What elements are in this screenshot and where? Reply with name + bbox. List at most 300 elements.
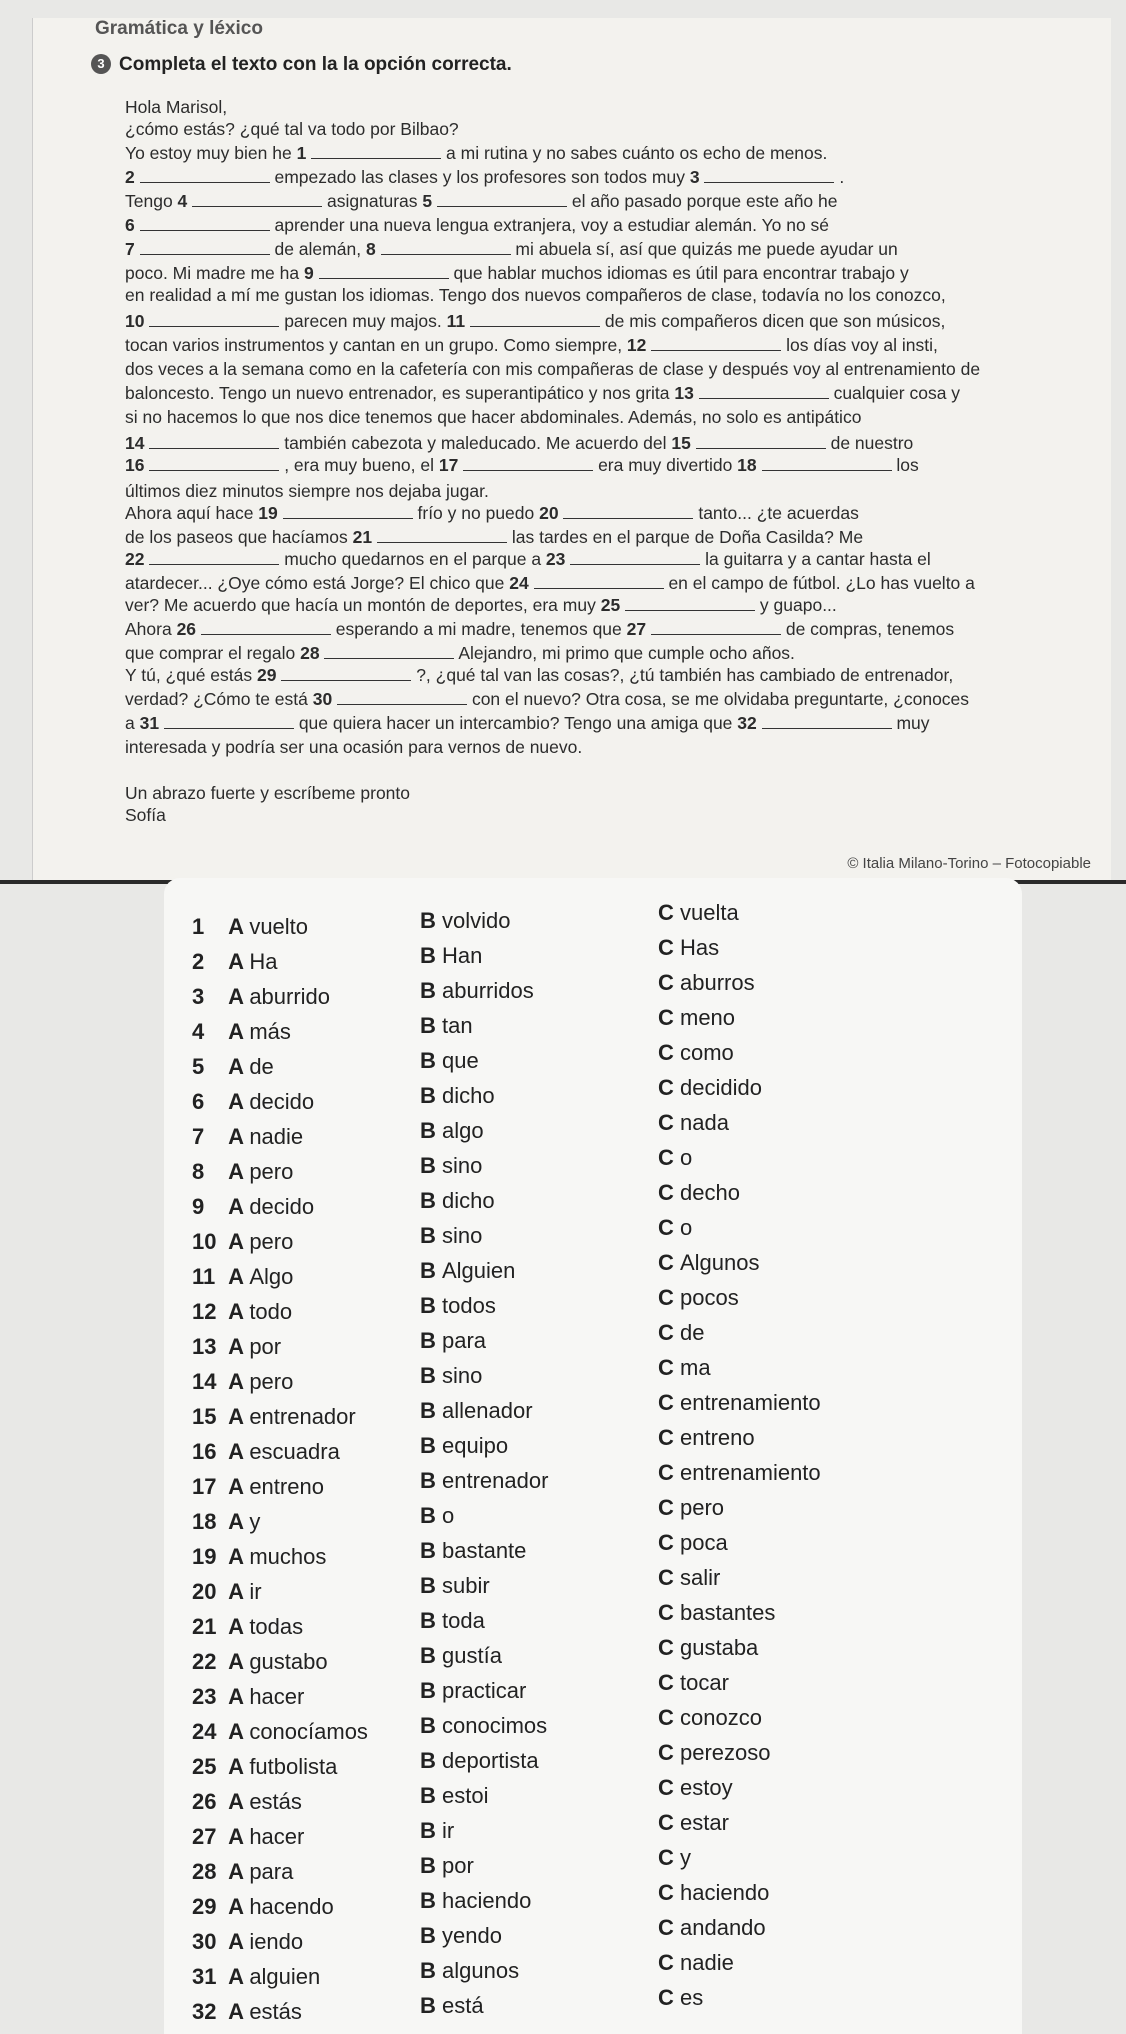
letter-text-run: de nuestro [830, 433, 914, 453]
blank-number: 27 [626, 619, 651, 639]
option-letter: C [658, 1355, 680, 1380]
option-row [164, 1215, 1022, 1263]
option-b[interactable] [420, 1783, 488, 1809]
letter-text-run: poco. Mi madre me ha [125, 263, 304, 283]
option-number: 1 [192, 914, 205, 939]
option-a[interactable] [192, 1369, 293, 1395]
blank-number: 30 [312, 689, 338, 709]
option-a[interactable] [192, 1159, 293, 1185]
option-row [164, 970, 1022, 1018]
option-c[interactable] [658, 1460, 821, 1486]
option-b[interactable] [420, 1748, 539, 1774]
blank-line[interactable] [704, 168, 834, 183]
option-text: ir [442, 1818, 455, 1843]
blank-number: 10 [125, 311, 150, 331]
blank-line[interactable] [281, 666, 411, 681]
letter-text-run: de alemán, [274, 239, 366, 259]
option-a[interactable] [192, 1439, 340, 1465]
option-text: entreno [249, 1474, 324, 1499]
option-number: 32 [192, 1999, 217, 2024]
option-c[interactable] [658, 1495, 724, 1521]
option-number: 8 [192, 1159, 205, 1184]
option-c[interactable] [658, 1810, 729, 1836]
blank-number: 7 [125, 239, 140, 259]
option-number: 18 [192, 1509, 217, 1534]
option-text: futbolista [249, 1754, 338, 1779]
option-letter: C [658, 1040, 680, 1065]
blank-number: 3 [689, 167, 705, 187]
option-number: 31 [192, 1964, 217, 1989]
blank-line[interactable] [437, 192, 567, 207]
option-row [164, 1145, 1022, 1193]
option-a[interactable] [192, 1194, 314, 1220]
option-b[interactable] [420, 1328, 486, 1354]
exercise-number-badge: 3 [91, 54, 111, 74]
letter-text-run: ?, ¿qué tal van las cosas?, ¿tú también has cambiado de entrenador, [416, 665, 954, 685]
blank-line[interactable] [149, 434, 279, 449]
option-c[interactable] [658, 1390, 821, 1416]
option-letter: A [228, 1719, 250, 1744]
letter-line [125, 382, 960, 404]
option-text: algo [442, 1118, 484, 1143]
letter-text-run: que quiera hacer un intercambio? Tengo una amiga que [298, 713, 738, 733]
option-row [164, 1495, 1022, 1543]
option-letter: A [228, 1824, 250, 1849]
option-a[interactable] [192, 1509, 260, 1535]
letter-line [125, 214, 829, 236]
blank-number: 25 [600, 595, 626, 615]
blank-line[interactable] [696, 434, 826, 449]
option-a[interactable] [192, 1229, 293, 1255]
letter-line [125, 712, 930, 734]
option-letter: C [658, 970, 680, 995]
option-text: estás [249, 1789, 302, 1814]
letter-text-run: , era muy bueno, el [284, 455, 439, 475]
blank-line[interactable] [324, 644, 454, 659]
option-number: 17 [192, 1474, 217, 1499]
option-letter: B [420, 1958, 442, 1983]
option-letter: C [658, 1530, 680, 1555]
letter-line [125, 432, 913, 454]
blank-line[interactable] [470, 312, 600, 327]
option-c[interactable] [658, 1040, 734, 1066]
option-letter: C [658, 1600, 680, 1625]
option-letter: A [228, 1334, 250, 1359]
option-text: estar [680, 1810, 729, 1835]
letter-line [125, 782, 410, 804]
option-row [164, 1985, 1022, 2033]
option-row [164, 1180, 1022, 1228]
option-b[interactable] [420, 1433, 508, 1459]
option-a[interactable] [192, 1999, 302, 2025]
option-c[interactable] [658, 1075, 762, 1101]
letter-line [125, 406, 861, 428]
option-c[interactable] [658, 1635, 758, 1661]
option-b[interactable] [420, 1888, 531, 1914]
option-b[interactable] [420, 943, 482, 969]
blank-line[interactable] [762, 714, 892, 729]
blank-line[interactable] [563, 504, 693, 519]
option-b[interactable] [420, 1538, 526, 1564]
option-b[interactable] [420, 1678, 526, 1704]
option-c[interactable] [658, 1285, 739, 1311]
blank-line[interactable] [140, 240, 270, 255]
letter-text-run: de los paseos que hacíamos [125, 527, 353, 547]
option-c[interactable] [658, 1600, 775, 1626]
blank-line[interactable] [149, 312, 279, 327]
option-text: Has [680, 935, 720, 960]
option-a[interactable] [192, 1404, 356, 1430]
option-letter: C [658, 1285, 680, 1310]
option-b[interactable] [420, 1503, 454, 1529]
option-text: ir [249, 1579, 262, 1604]
letter-text-run: interesada y podría ser una ocasión para vernos de nuevo. [125, 737, 583, 757]
blank-line[interactable] [201, 620, 331, 635]
option-c[interactable] [658, 1705, 762, 1731]
option-text: todas [249, 1614, 304, 1639]
blank-number: 12 [626, 335, 652, 355]
option-b[interactable] [420, 1363, 482, 1389]
letter-text-run: en el campo de fútbol. ¿Lo has vuelto a [668, 573, 975, 593]
letter-text-run: Sofía [125, 805, 166, 825]
option-letter: A [228, 1754, 250, 1779]
option-letter: A [228, 1579, 250, 1604]
option-c[interactable] [658, 1425, 755, 1451]
option-b[interactable] [420, 1083, 495, 1109]
blank-line[interactable] [149, 456, 279, 471]
blank-line[interactable] [377, 528, 507, 543]
option-b[interactable] [420, 1958, 519, 1984]
option-number: 3 [192, 984, 205, 1009]
letter-line [125, 454, 919, 476]
option-a[interactable] [192, 1789, 302, 1815]
letter-text-run: verdad? ¿Cómo te está [125, 689, 313, 709]
option-c[interactable] [658, 1845, 691, 1871]
blank-line[interactable] [149, 550, 279, 565]
option-a[interactable] [192, 914, 308, 940]
option-text: entrenador [442, 1468, 549, 1493]
option-b[interactable] [420, 1923, 502, 1949]
option-text: más [249, 1019, 291, 1044]
option-letter: A [228, 1894, 250, 1919]
option-letter: B [420, 1398, 442, 1423]
blank-number: 32 [737, 713, 762, 733]
option-c[interactable] [658, 1740, 771, 1766]
blank-line[interactable] [311, 144, 441, 159]
option-letter: C [658, 1775, 680, 1800]
option-letter: A [228, 1124, 250, 1149]
option-letter: C [658, 1110, 680, 1135]
blank-line[interactable] [140, 216, 270, 231]
letter-text-run: frío y no puedo [417, 503, 540, 523]
option-text: aburrido [249, 984, 331, 1009]
blank-line[interactable] [463, 456, 593, 471]
option-text: Algo [249, 1264, 294, 1289]
option-text: escuadra [249, 1439, 340, 1464]
option-letter: A [228, 1054, 250, 1079]
option-text: entrenador [249, 1404, 356, 1429]
option-a[interactable] [192, 1124, 303, 1150]
option-c[interactable] [658, 1215, 692, 1241]
option-b[interactable] [420, 1993, 484, 2019]
blank-number: 17 [438, 455, 464, 475]
option-number: 28 [192, 1859, 217, 1884]
option-c[interactable] [658, 1145, 692, 1171]
option-letter: A [228, 1299, 250, 1324]
option-b[interactable] [420, 1188, 495, 1214]
option-number: 16 [192, 1439, 217, 1464]
letter-text-run: ver? Me acuerdo que hacía un montón de deportes, era muy [125, 595, 601, 615]
option-text: dicho [442, 1083, 495, 1108]
option-c[interactable] [658, 935, 719, 961]
option-a[interactable] [192, 1054, 274, 1080]
option-text: o [680, 1145, 693, 1170]
option-c[interactable] [658, 1775, 733, 1801]
option-letter: B [420, 1608, 442, 1633]
option-text: pocos [680, 1285, 739, 1310]
blank-line[interactable] [192, 192, 322, 207]
option-c[interactable] [658, 1355, 711, 1381]
option-row [164, 935, 1022, 983]
option-letter: B [420, 1363, 442, 1388]
option-text: perezoso [680, 1740, 771, 1765]
letter-text-run: Y tú, ¿qué estás [125, 665, 257, 685]
option-c[interactable] [658, 1565, 720, 1591]
option-letter: B [420, 1993, 442, 2018]
option-letter: A [228, 984, 250, 1009]
option-letter: C [658, 1740, 680, 1765]
option-letter: C [658, 1985, 680, 2010]
option-text: pero [249, 1369, 294, 1394]
option-text: está [442, 1993, 484, 2018]
letter-line [125, 96, 227, 118]
option-c[interactable] [658, 1250, 760, 1276]
option-a[interactable] [192, 949, 277, 975]
option-c[interactable] [658, 1670, 729, 1696]
option-row [164, 1005, 1022, 1053]
option-letter: C [658, 1880, 680, 1905]
option-letter: C [658, 1390, 680, 1415]
option-b[interactable] [420, 1118, 484, 1144]
option-row [164, 1810, 1022, 1858]
blank-number: 21 [352, 527, 377, 547]
option-letter: B [420, 1853, 442, 1878]
option-c[interactable] [658, 1530, 728, 1556]
letter-line [125, 526, 863, 548]
option-number: 27 [192, 1824, 217, 1849]
option-text: sino [442, 1223, 483, 1248]
blank-number: 18 [737, 455, 762, 475]
option-b[interactable] [420, 1398, 533, 1424]
option-letter: A [228, 1509, 250, 1534]
blank-line[interactable] [699, 384, 829, 399]
option-a[interactable] [192, 1544, 326, 1570]
option-text: yendo [442, 1923, 502, 1948]
option-letter: B [420, 1643, 442, 1668]
blank-line[interactable] [319, 264, 449, 279]
option-text: o [680, 1215, 693, 1240]
option-row [164, 1775, 1022, 1823]
blank-number: 14 [125, 433, 150, 453]
letter-text-run: con el nuevo? Otra cosa, se me olvidaba preguntarte, ¿conoces [471, 689, 970, 709]
letter-text-run: ¿cómo estás? ¿qué tal va todo por Bilbao? [125, 119, 459, 139]
blank-number: 16 [125, 455, 150, 475]
letter-text-run: dos veces a la semana como en la cafetería con mis compañeras de clase y después voy al entrenamiento de [125, 359, 981, 379]
option-b[interactable] [420, 1643, 502, 1669]
option-c[interactable] [658, 1880, 769, 1906]
letter-line [125, 238, 898, 260]
option-letter: C [658, 1075, 680, 1100]
option-b[interactable] [420, 1258, 515, 1284]
option-text: algunos [442, 1958, 520, 1983]
option-text: tan [442, 1013, 473, 1038]
option-text: Alguien [442, 1258, 516, 1283]
letter-line [125, 142, 827, 164]
option-c[interactable] [658, 1110, 729, 1136]
option-a[interactable] [192, 1474, 324, 1500]
blank-line[interactable] [625, 596, 755, 611]
option-letter: A [228, 1229, 250, 1254]
letter-line [125, 310, 945, 332]
blank-line[interactable] [651, 336, 781, 351]
letter-text-run: también cabezota y maleducado. Me acuerdo del [284, 433, 672, 453]
option-b[interactable] [420, 978, 534, 1004]
option-b[interactable] [420, 1713, 547, 1739]
option-number: 25 [192, 1754, 217, 1779]
option-text: practicar [442, 1678, 527, 1703]
option-a[interactable] [192, 1964, 320, 1990]
option-letter: A [228, 1474, 250, 1499]
option-number: 7 [192, 1124, 205, 1149]
letter-text-run: empezado las clases y los profesores son todos muy [274, 167, 690, 187]
blank-line[interactable] [337, 690, 467, 705]
blank-line[interactable] [283, 504, 413, 519]
option-text: hacendo [249, 1894, 334, 1919]
option-text: iendo [249, 1929, 304, 1954]
option-a[interactable] [192, 1754, 337, 1780]
option-a[interactable] [192, 1824, 304, 1850]
letter-text-run: tanto... ¿te acuerdas [698, 503, 859, 523]
option-b[interactable] [420, 1013, 473, 1039]
option-a[interactable] [192, 1614, 303, 1640]
option-a[interactable] [192, 1019, 291, 1045]
option-letter: C [658, 1215, 680, 1240]
letter-text-run: Ahora aquí hace [125, 503, 259, 523]
option-number: 13 [192, 1334, 217, 1359]
option-a[interactable] [192, 984, 330, 1010]
option-text: para [442, 1328, 487, 1353]
option-text: decidido [680, 1075, 762, 1100]
option-b[interactable] [420, 1818, 454, 1844]
option-b[interactable] [420, 908, 510, 934]
option-b[interactable] [420, 1468, 548, 1494]
option-text: allenador [442, 1398, 533, 1423]
option-c[interactable] [658, 1950, 734, 1976]
option-a[interactable] [192, 1929, 303, 1955]
option-row [164, 1845, 1022, 1893]
option-number: 10 [192, 1229, 217, 1254]
option-row [164, 1040, 1022, 1088]
option-c[interactable] [658, 1180, 740, 1206]
option-c[interactable] [658, 900, 739, 926]
option-text: conocimos [442, 1713, 548, 1738]
option-text: Algunos [680, 1250, 760, 1275]
blank-line[interactable] [381, 240, 511, 255]
option-text: hacer [249, 1824, 305, 1849]
option-a[interactable] [192, 1684, 304, 1710]
letter-line [125, 548, 931, 570]
option-a[interactable] [192, 1089, 314, 1115]
answer-options-card [164, 878, 1022, 2034]
option-b[interactable] [420, 1153, 482, 1179]
exercise-instruction: Completa el texto con la la opción correcta. [119, 54, 512, 75]
option-b[interactable] [420, 1048, 479, 1074]
blank-number: 24 [509, 573, 534, 593]
option-text: todo [249, 1299, 293, 1324]
option-text: estoi [442, 1783, 489, 1808]
option-a[interactable] [192, 1719, 368, 1745]
option-text: haciendo [442, 1888, 532, 1913]
blank-line[interactable] [570, 550, 700, 565]
option-a[interactable] [192, 1579, 262, 1605]
option-text: decho [680, 1180, 740, 1205]
option-row [164, 1740, 1022, 1788]
option-c[interactable] [658, 1005, 735, 1031]
option-c[interactable] [658, 1320, 704, 1346]
option-number: 4 [192, 1019, 205, 1044]
option-letter: C [658, 1180, 680, 1205]
option-a[interactable] [192, 1649, 328, 1675]
blank-line[interactable] [164, 714, 294, 729]
option-letter: A [228, 1999, 250, 2024]
option-letter: B [420, 1748, 442, 1773]
blank-line[interactable] [762, 456, 892, 471]
option-row [164, 1880, 1022, 1928]
option-text: tocar [680, 1670, 729, 1695]
option-a[interactable] [192, 1264, 293, 1290]
blank-number: 23 [545, 549, 571, 569]
worksheet-photo [32, 18, 1111, 882]
option-b[interactable] [420, 1293, 496, 1319]
option-letter: A [228, 1649, 250, 1674]
option-b[interactable] [420, 1223, 482, 1249]
option-a[interactable] [192, 1334, 281, 1360]
option-c[interactable] [658, 970, 755, 996]
option-b[interactable] [420, 1573, 490, 1599]
option-a[interactable] [192, 1859, 293, 1885]
option-row [164, 1425, 1022, 1473]
option-c[interactable] [658, 1915, 766, 1941]
option-letter: A [228, 1614, 250, 1639]
blank-line[interactable] [140, 168, 270, 183]
blank-line[interactable] [651, 620, 781, 635]
blank-line[interactable] [534, 574, 664, 589]
option-letter: B [420, 1153, 442, 1178]
option-c[interactable] [658, 1985, 703, 2011]
letter-line [125, 642, 795, 664]
option-b[interactable] [420, 1853, 474, 1879]
option-letter: C [658, 1845, 680, 1870]
option-a[interactable] [192, 1299, 292, 1325]
option-text: por [442, 1853, 474, 1878]
option-text: pero [249, 1229, 294, 1254]
option-b[interactable] [420, 1608, 485, 1634]
option-letter: C [658, 1145, 680, 1170]
option-text: bastantes [680, 1600, 776, 1625]
option-letter: B [420, 1188, 442, 1213]
option-a[interactable] [192, 1894, 334, 1920]
letter-text-run: mi abuela sí, así que quizás me puede ayudar un [515, 239, 898, 259]
